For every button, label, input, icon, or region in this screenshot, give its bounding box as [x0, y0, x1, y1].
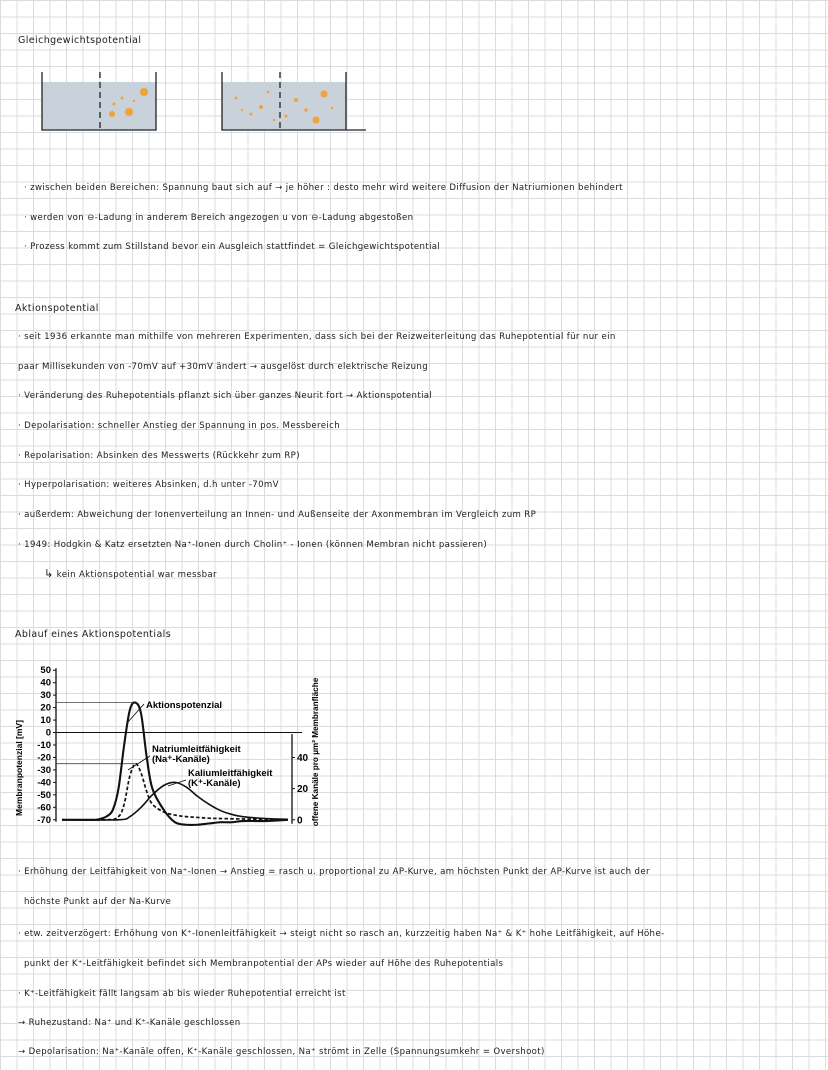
y-tick-label: -70	[37, 814, 51, 826]
action-potential-chart	[10, 652, 340, 847]
y-tick-label: -50	[37, 789, 51, 801]
label-k-kanaele: (K⁺-Kanäle)	[188, 778, 241, 789]
y-tick-label: 50	[40, 665, 51, 677]
y-tick-label: 20	[40, 702, 51, 714]
y-axis-label: Membranpotenzial [mV]	[14, 720, 24, 816]
note-line: paar Millisekunden von -70mV auf +30mV ändert → ausgelöst durch elektrische Reizung	[18, 362, 429, 372]
ion-diffusion-diagram	[36, 70, 396, 140]
note-line: · außerdem: Abweichung der Ionenverteilung an Innen- und Außenseite der Axonmembran im Vergleich zum RP	[18, 510, 537, 520]
note-line: · Erhöhung der Leitfähigkeit von Na⁺-Ionen → Anstieg = rasch u. proportional zu AP-Kurve, am höchsten Punkt der AP-Kurve ist auch der	[18, 867, 650, 877]
y2-tick-label: 40	[297, 752, 309, 764]
section-heading-ablauf: Ablauf eines Aktionspotentials	[15, 629, 172, 640]
note-line: → Depolarisation: Na⁺-Kanäle offen, K⁺-Kanäle geschlossen, Na⁺ strömt in Zelle (Spannungsumkehr = Overshoot)	[18, 1047, 545, 1057]
y-tick-label: -10	[37, 740, 51, 751]
sub-note-line: ↳ kein Aktionspotential war messbar	[44, 567, 217, 580]
label-na-kanaele: (Na⁺-Kanäle)	[152, 754, 210, 765]
y-tick-label: 10	[40, 715, 51, 727]
sub-arrow-icon: ↳	[44, 567, 54, 580]
label-aktionspotenzial: Aktionspotenzial	[146, 700, 223, 711]
note-line: punkt der K⁺-Leitfähigkeit befindet sich Membranpotential der APs wieder auf Höhe des Ruhepotentials	[24, 959, 504, 969]
y-tick-label: 40	[40, 677, 51, 689]
note-line: · werden von ⊖-Ladung in anderem Bereich angezogen u von ⊖-Ladung abgestoßen	[24, 213, 414, 223]
y2-tick-label: 20	[297, 784, 309, 796]
y2-axis-label: offene Kanäle pro µm² Membranfläche	[311, 677, 320, 827]
note-line: · etw. zeitverzögert: Erhöhung von K⁺-Ionenleitfähigkeit → steigt nicht so rasch an, kurzzeitig haben Na⁺ & K⁺ hohe Leitfähigkeit, auf Höhe-	[18, 929, 665, 939]
note-line: höchste Punkt auf der Na-Kurve	[24, 897, 172, 907]
note-line: · Hyperpolarisation: weiteres Absinken, d.h unter -70mV	[18, 480, 279, 490]
section-heading-gleichgewichtspotential: Gleichgewichtspotential	[18, 35, 142, 46]
label-natriumleitfaehigkeit: Natriumleitfähigkeit	[152, 744, 241, 755]
beaker-left-water	[42, 82, 156, 130]
y-tick-label: 30	[40, 690, 51, 702]
note-line: · seit 1936 erkannte man mithilfe von mehreren Experimenten, dass sich bei der Reizweiterleitung das Ruhepotential für nur ein	[18, 332, 616, 342]
note-line: · Repolarisation: Absinken des Messwerts (Rückkehr zum RP)	[18, 451, 300, 461]
y-tick-label: -20	[37, 752, 51, 764]
y-tick-label: -60	[37, 802, 51, 814]
note-line: · 1949: Hodgkin & Katz ersetzten Na⁺-Ionen durch Cholin⁺ - Ionen (können Membran nicht passieren)	[18, 540, 488, 550]
note-line: · zwischen beiden Bereichen: Spannung baut sich auf → je höher : desto mehr wird weitere Diffusion der Natriumionen behindert	[24, 183, 623, 193]
note-line: · K⁺-Leitfähigkeit fällt langsam ab bis wieder Ruhepotential erreicht ist	[18, 989, 346, 999]
label-kaliumleitfaehigkeit: Kaliumleitfähigkeit	[188, 768, 273, 779]
y2-axis-ticks	[292, 734, 309, 826]
note-line: · Depolarisation: schneller Anstieg der Spannung in pos. Messbereich	[18, 421, 340, 431]
y-tick-label: 0	[45, 727, 51, 739]
y-tick-label: -40	[37, 777, 51, 789]
note-line: · Prozess kommt zum Stillstand bevor ein Ausgleich stattfindet = Gleichgewichtspotential	[24, 242, 441, 252]
y2-tick-label: 0	[297, 815, 303, 827]
section-heading-aktionspotential: Aktionspotential	[15, 303, 99, 314]
beaker-right-water	[222, 82, 346, 130]
y-tick-label: -30	[37, 764, 51, 776]
note-line: → Ruhezustand: Na⁺ und K⁺-Kanäle geschlossen	[18, 1018, 241, 1028]
note-line: · Veränderung des Ruhepotentials pflanzt sich über ganzes Neurit fort → Aktionspotential	[18, 391, 433, 401]
